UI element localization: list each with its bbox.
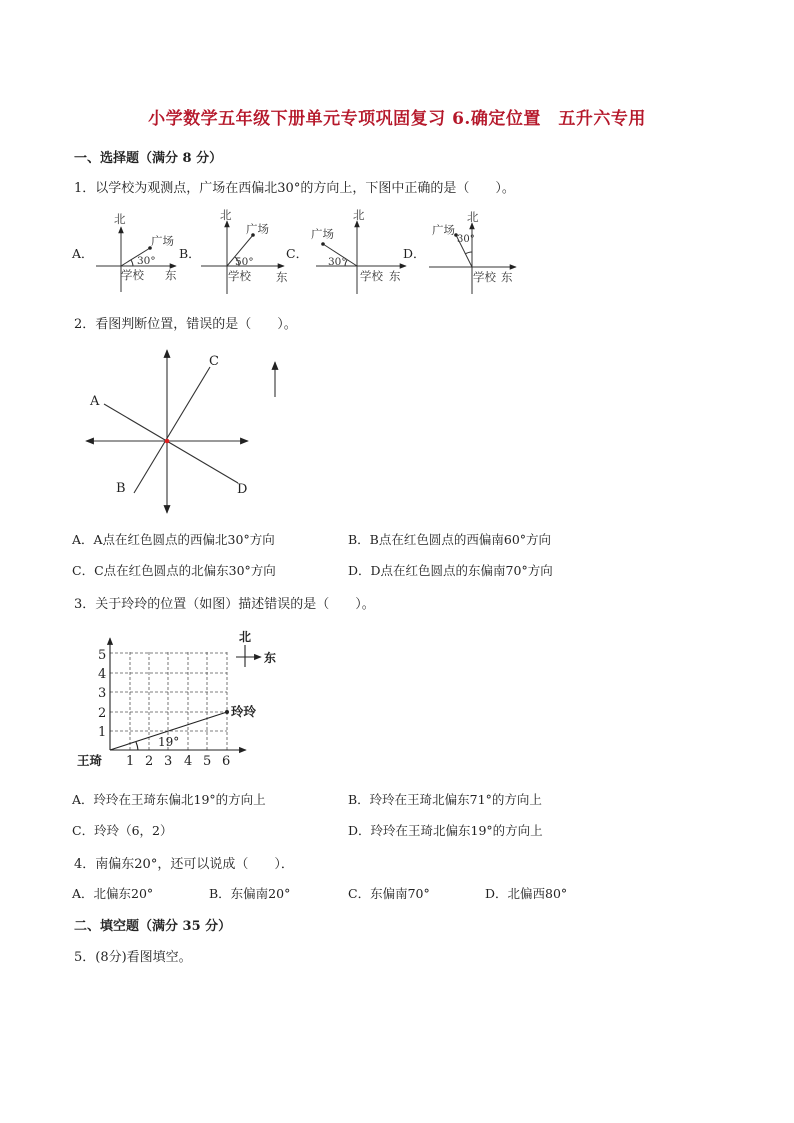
q1-option-d-letter: D． xyxy=(403,246,426,261)
q2-option-b[interactable]: B．B点在红色圆点的西偏南60°方向 xyxy=(348,532,552,547)
wangqi-label: 王琦 xyxy=(77,753,103,768)
q1-a-east-label: 东 xyxy=(165,268,177,282)
q1-c-angle-label: 30° xyxy=(328,256,347,268)
x-tick-4: 4 xyxy=(184,754,193,769)
q1-c-east-label: 东 xyxy=(389,269,401,283)
q1-b-angle-label: 50° xyxy=(235,256,254,268)
q1-option-b-letter: B． xyxy=(179,246,201,261)
q1-c-place-label: 广场 xyxy=(311,227,334,241)
x-tick-3: 3 xyxy=(164,754,173,769)
question-3-text: 3．关于玲玲的位置（如图）描述错误的是（ ）。 xyxy=(74,597,375,612)
compass-north-label: 北 xyxy=(239,630,252,644)
q1-d-school-label: 学校 xyxy=(473,270,496,284)
q1-b-school-label: 学校 xyxy=(228,269,251,283)
q1-b-north-label: 北 xyxy=(220,208,232,222)
question-1-text: 1．以学校为观测点，广场在西偏北30°的方向上，下图中正确的是（ ）。 xyxy=(74,181,515,196)
q4-option-a[interactable]: A．北偏东20° xyxy=(72,886,154,901)
point-a-label: A xyxy=(90,394,100,409)
q2-option-d[interactable]: D．D点在红色圆点的东偏南70°方向 xyxy=(348,563,553,578)
x-tick-1: 1 xyxy=(126,754,135,769)
q1-a-angle-label: 30° xyxy=(137,255,156,267)
angle-label: 19° xyxy=(158,735,180,749)
q1-d-angle-label: 30° xyxy=(457,234,475,245)
question-5-text: 5．(8分)看图填空。 xyxy=(74,950,192,965)
q1-d-place-label: 广场 xyxy=(432,223,455,237)
section-heading-fill-blank: 二、填空题（满分 35 分） xyxy=(74,919,232,934)
line-b-c xyxy=(134,367,210,493)
point-d-label: D xyxy=(237,482,248,497)
angle-arc xyxy=(136,742,138,750)
y-tick-2: 2 xyxy=(98,706,107,721)
q3-option-d[interactable]: D．玲玲在王琦北偏东19°的方向上 xyxy=(348,823,543,838)
question-2-text: 2．看图判断位置，错误的是（ ）。 xyxy=(74,317,297,332)
q4-option-b[interactable]: B．东偏南20° xyxy=(209,886,291,901)
section-heading-choice: 一、选择题（满分 8 分） xyxy=(74,151,223,166)
y-tick-5: 5 xyxy=(98,648,107,663)
q4-option-d[interactable]: D．北偏西80° xyxy=(485,886,568,901)
angle-arc xyxy=(131,260,133,266)
lingling-label: 玲玲 xyxy=(231,704,257,719)
lingling-dot xyxy=(225,710,229,714)
q1-c-place-dot xyxy=(321,242,325,246)
angle-arc xyxy=(465,252,472,254)
q1-a-north-label: 北 xyxy=(114,212,126,226)
y-tick-3: 3 xyxy=(98,686,107,701)
q1-option-c-letter: C． xyxy=(286,246,309,261)
question-1-diagrams xyxy=(0,200,794,305)
q3-option-b[interactable]: B．玲玲在王琦北偏东71°的方向上 xyxy=(348,792,542,807)
q1-a-place-label: 广场 xyxy=(151,234,174,248)
q1-b-place-label: 广场 xyxy=(246,222,269,236)
page-title: 小学数学五年级下册单元专项巩固复习 6.确定位置 五升六专用 xyxy=(148,109,646,129)
compass-icon xyxy=(236,645,261,667)
q1-c-school-label: 学校 xyxy=(360,269,383,283)
y-tick-4: 4 xyxy=(98,667,107,682)
question-2-diagram xyxy=(70,340,310,525)
q2-option-a[interactable]: A．A点在红色圆点的西偏北30°方向 xyxy=(72,532,275,547)
q3-option-c[interactable]: C．玲玲（6，2） xyxy=(72,823,173,838)
q1-d-east-label: 东 xyxy=(501,270,513,284)
q1-a-school-label: 学校 xyxy=(121,268,144,282)
q1-b-east-label: 东 xyxy=(276,270,288,284)
point-c-label: C xyxy=(209,354,219,369)
compass-east-label: 东 xyxy=(264,651,277,665)
x-tick-2: 2 xyxy=(145,754,154,769)
q1-option-a-letter: A． xyxy=(72,246,94,261)
q2-option-c[interactable]: C．C点在红色圆点的北偏东30°方向 xyxy=(72,563,276,578)
red-center-dot xyxy=(165,439,170,444)
x-tick-6: 6 xyxy=(222,754,231,769)
line-a-d xyxy=(104,404,238,483)
q3-option-a[interactable]: A．玲玲在王琦东偏北19°的方向上 xyxy=(72,792,266,807)
q1-d-north-label: 北 xyxy=(467,210,479,224)
question-4-text: 4．南偏东20°，还可以说成（ ）． xyxy=(74,857,294,872)
q1-c-north-label: 北 xyxy=(353,208,365,222)
point-b-label: B xyxy=(116,481,126,496)
x-tick-5: 5 xyxy=(203,754,212,769)
q4-option-c[interactable]: C．东偏南70° xyxy=(348,886,430,901)
question-3-grid-diagram xyxy=(70,620,300,775)
y-tick-1: 1 xyxy=(98,725,107,740)
